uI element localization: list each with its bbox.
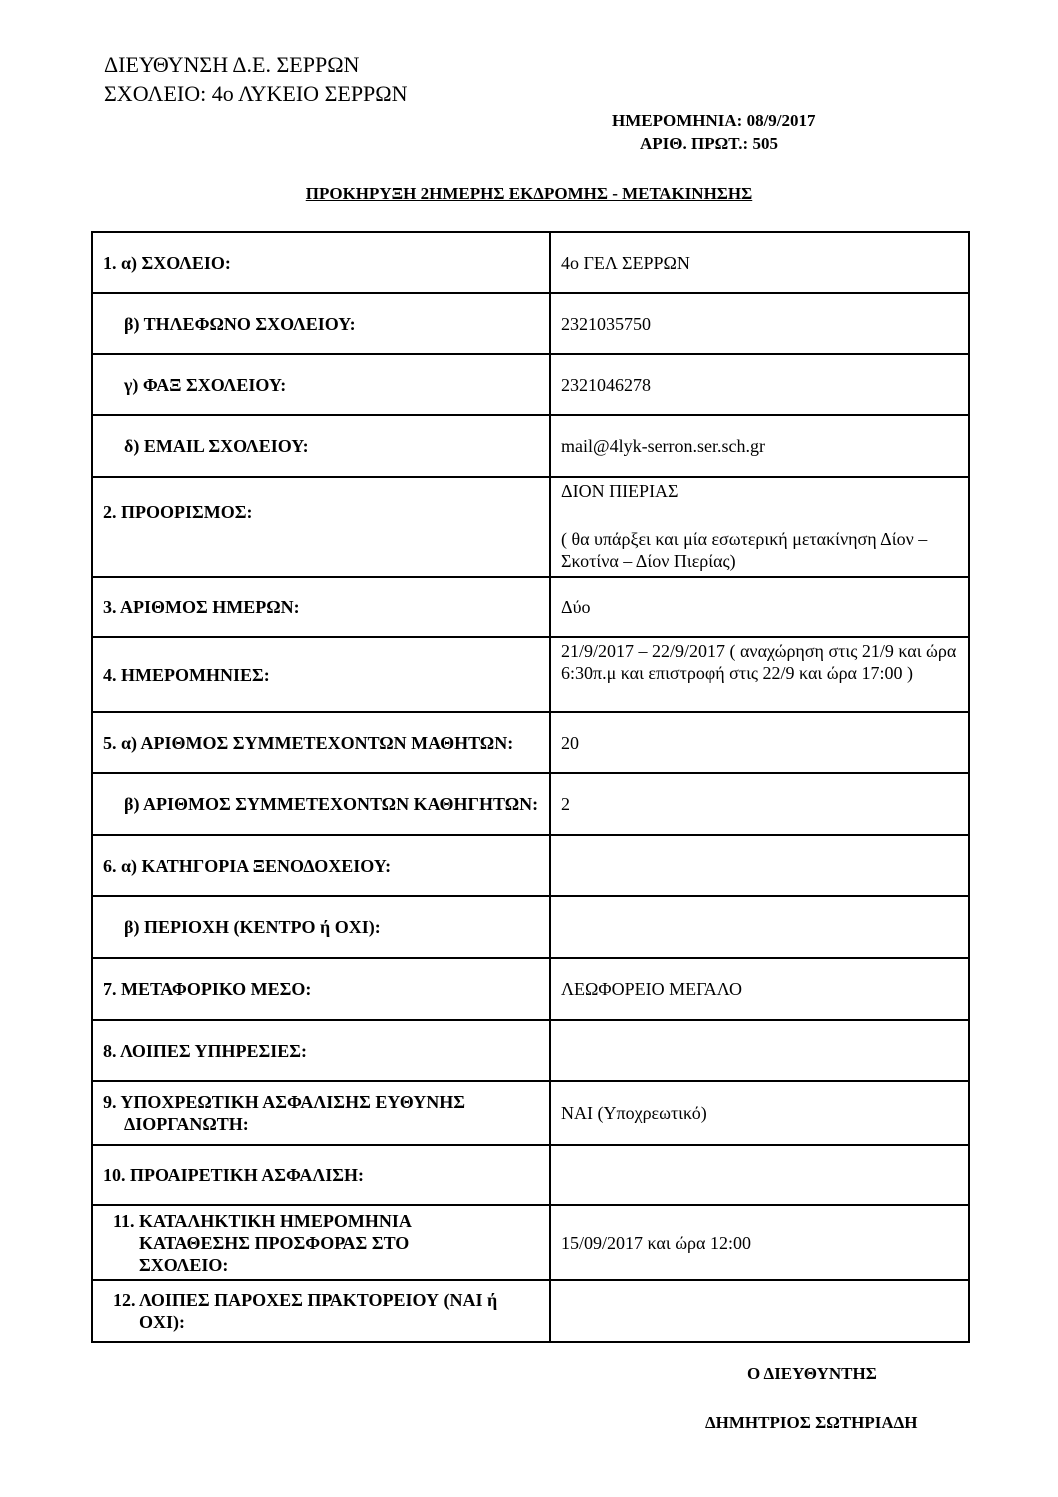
protocol-number: ΑΡΙΘ. ΠΡΩΤ.: 505: [640, 134, 778, 153]
document-date: ΗΜΕΡΟΜΗΝΙΑ: 08/9/2017: [612, 111, 816, 130]
row-value: mail@4lyk-serron.ser.sch.gr: [550, 415, 969, 477]
row-label: [92, 712, 550, 773]
row-label-text: 2. ΠΡΟΟΡΙΣΜΟΣ:: [103, 502, 253, 522]
row-label: 6. α) ΚΑΤΗΓΟΡΙΑ ΞΕΝΟΔΟΧΕΙΟΥ:: [92, 835, 550, 896]
row-value: 21/9/2017 – 22/9/2017 ( αναχώρηση στις 21/9 και ώρα 6:30π.μ και επιστροφή στις 22/9 και ώρα 17:00 ): [550, 637, 969, 712]
row-value: 2: [550, 773, 969, 835]
row-label-text: 12. ΛΟΙΠΕΣ ΠΑΡΟΧΕΣ ΠΡΑΚΤΟΡΕΙΟΥ (ΝΑΙ ή ΟΧΙ):: [113, 1290, 498, 1332]
directorate-heading: ΔΙΕΥΘΥΝΣΗ Δ.Ε. ΣΕΡΡΩΝ: [104, 52, 360, 77]
row-value: [550, 477, 969, 577]
table-row: [92, 415, 969, 477]
row-value: 2321035750: [550, 293, 969, 354]
row-label-text: 9. ΥΠΟΧΡΕΩΤΙΚΗ ΑΣΦΑΛΙΣΗΣ ΕΥΘΥΝΗΣ ΔΙΟΡΓΑΝΩΤΗ:: [103, 1092, 465, 1134]
row-value: [550, 1020, 969, 1081]
row-value: [550, 1280, 969, 1342]
row-label-text: 11. ΚΑΤΑΛΗΚΤΙΚΗ ΗΜΕΡΟΜΗΝΙΑ ΚΑΤΑΘΕΣΗΣ ΠΡΟΣΦΟΡΑΣ ΣΤΟ ΣΧΟΛΕΙΟ:: [113, 1210, 411, 1275]
row-label: 1. α) ΣΧΟΛΕΙΟ:: [92, 232, 550, 293]
row-label-text: δ) EMAIL ΣΧΟΛΕΙΟΥ:: [124, 436, 309, 456]
table-row: [92, 577, 969, 637]
destination-note: ( θα υπάρξει και μία εσωτερική μετακίνηση Δίον – Σκοτίνα – Δίον Πιερίας): [561, 529, 928, 571]
table-row: [92, 477, 969, 577]
table-row: [92, 835, 969, 896]
destination-name: ΔΙΟΝ ΠΙΕΡΙΑΣ: [561, 481, 679, 501]
table-row: [92, 896, 969, 958]
row-label: 8. ΛΟΙΠΕΣ ΥΠΗΡΕΣΙΕΣ:: [92, 1020, 550, 1081]
signatory-title: Ο ΔΙΕΥΘΥΝΤΗΣ: [747, 1364, 877, 1383]
row-label: 4. ΗΜΕΡΟΜΗΝΙΕΣ:: [92, 637, 550, 712]
row-value: 4ο ΓΕΛ ΣΕΡΡΩΝ: [550, 232, 969, 293]
row-label: [92, 1205, 550, 1280]
row-label: [92, 293, 550, 354]
row-label-text: 5. α) ΑΡΙΘΜΟΣ ΣΥΜΜΕΤΕΧΟΝΤΩΝ ΜΑΘΗΤΩΝ:: [103, 732, 514, 753]
table-row: [92, 637, 969, 712]
row-label: [92, 477, 550, 577]
row-value: 15/09/2017 και ώρα 12:00: [550, 1205, 969, 1280]
row-label-text: β) ΑΡΙΘΜΟΣ ΣΥΜΜΕΤΕΧΟΝΤΩΝ ΚΑΘΗΓΗΤΩΝ:: [124, 794, 539, 814]
row-value: ΛΕΩΦΟΡΕΙΟ ΜΕΓΑΛΟ: [550, 958, 969, 1020]
trip-info-table: [91, 231, 970, 1343]
table-row: [92, 354, 969, 415]
school-heading: ΣΧΟΛΕΙΟ: 4ο ΛΥΚΕΙΟ ΣΕΡΡΩΝ: [104, 81, 408, 106]
row-value: 2321046278: [550, 354, 969, 415]
row-label-text: β) ΠΕΡΙΟΧΗ (ΚΕΝΤΡΟ ή ΟΧΙ):: [124, 917, 381, 937]
table-row: [92, 1081, 969, 1145]
row-label: [92, 354, 550, 415]
row-label: [92, 415, 550, 477]
row-label-text: β) ΤΗΛΕΦΩΝΟ ΣΧΟΛΕΙΟΥ:: [124, 313, 356, 334]
row-value: [550, 1145, 969, 1205]
table-row: [92, 712, 969, 773]
row-value: 20: [550, 712, 969, 773]
table-row: [92, 232, 969, 293]
row-value: Δύο: [550, 577, 969, 637]
row-value: ΝΑΙ (Υποχρεωτικό): [550, 1081, 969, 1145]
table-row: [92, 293, 969, 354]
row-value: [550, 896, 969, 958]
table-row: [92, 1145, 969, 1205]
row-label: [92, 1280, 550, 1342]
row-label: 3. ΑΡΙΘΜΟΣ ΗΜΕΡΩΝ:: [92, 577, 550, 637]
table-row: [92, 1205, 969, 1280]
table-row: [92, 1280, 969, 1342]
row-label: [92, 773, 550, 835]
row-label: 10. ΠΡΟΑΙΡΕΤΙΚΗ ΑΣΦΑΛΙΣΗ:: [92, 1145, 550, 1205]
signatory-name: ΔΗΜΗΤΡΙΟΣ ΣΩΤΗΡΙΑΔΗ: [705, 1413, 918, 1432]
row-label: [92, 896, 550, 958]
row-label-text: γ) ΦΑΞ ΣΧΟΛΕΙΟΥ:: [124, 374, 287, 395]
row-label: [92, 1081, 550, 1145]
row-value: [550, 835, 969, 896]
table-row: [92, 1020, 969, 1081]
table-row: [92, 773, 969, 835]
document-title: ΠΡΟΚΗΡΥΞΗ 2ΗΜΕΡΗΣ ΕΚΔΡΟΜΗΣ - ΜΕΤΑΚΙΝΗΣΗΣ: [305, 184, 753, 203]
row-label: 7. ΜΕΤΑΦΟΡΙΚΟ ΜΕΣΟ:: [92, 958, 550, 1020]
table-row: [92, 958, 969, 1020]
